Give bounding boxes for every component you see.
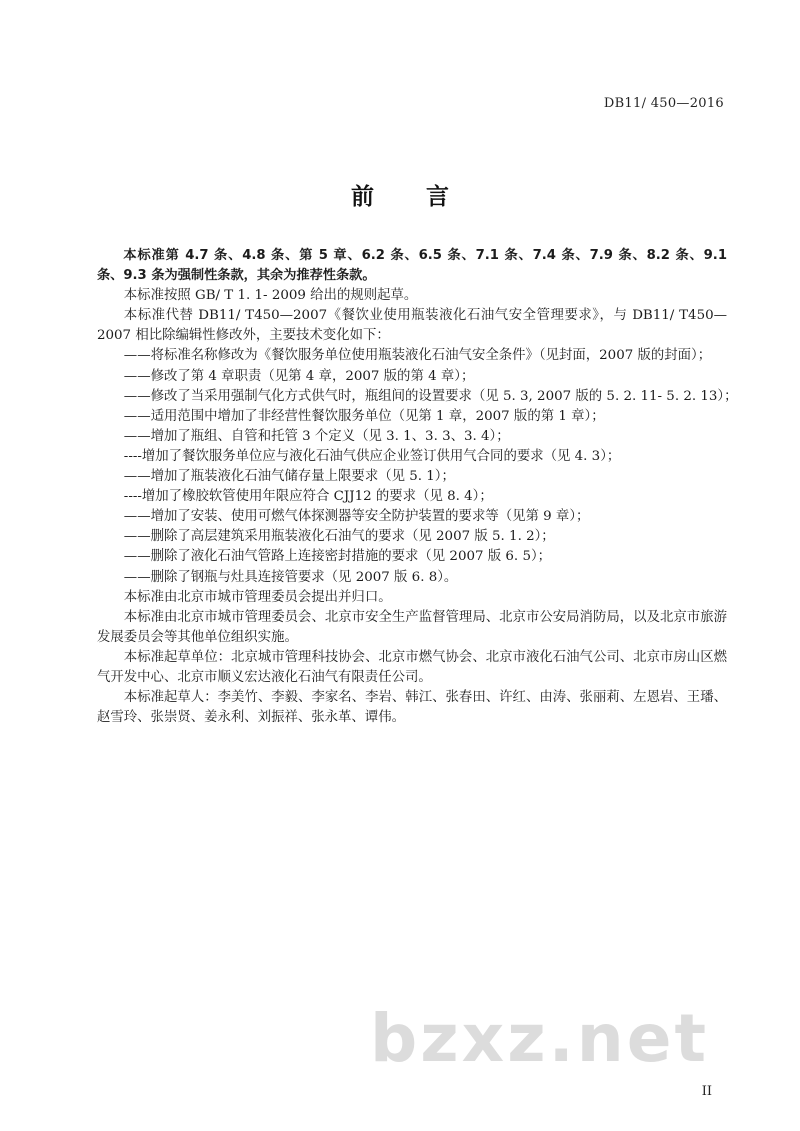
changes-list (97, 346, 738, 587)
standard-code: DB11/ 450—2016 (603, 96, 724, 111)
drafting-rule-paragraph: 本标准按照 GB/ T 1. 1- 2009 给出的规则起草。 (123, 288, 418, 304)
change-item: ——增加了瓶装液化石油气储存量上限要求（见 5. 1）； (123, 469, 455, 485)
change-item: ----增加了橡胶软管使用年限应符合 CJJ12 的要求（见 8. 4）； (123, 489, 493, 505)
foreword-body (97, 246, 738, 728)
change-item: ——修改了当采用强制气化方式供气时，瓶组间的设置要求（见 5. 3, 2007 版的 5. 2. 11- 5. 2. 13）； (123, 388, 738, 404)
page-title: 前 言 (350, 184, 471, 210)
change-item: ——适用范围中增加了非经营性餐饮服务单位（见第 1 章，2007 版的第 1 章）； (123, 408, 605, 424)
change-item: ----增加了餐饮服务单位应与液化石油气供应企业签订供用气合同的要求（见 4. 3）； (123, 448, 621, 464)
page-number: II (701, 1084, 712, 1099)
change-item: ——删除了钢瓶与灶具连接管要求（见 2007 版 6. 8）。 (123, 569, 458, 585)
change-item: ——删除了高层建筑采用瓶装液化石油气的要求（见 2007 版 5. 1. 2）； (123, 529, 555, 545)
change-item: ——将标准名称修改为《餐饮服务单位使用瓶装液化石油气安全条件》（见封面，2007 版的封面）； (123, 348, 712, 364)
proposer-paragraph: 本标准由北京市城市管理委员会提出并归口。 (123, 589, 392, 605)
change-item: ——删除了液化石油气管路上连接密封措施的要求（见 2007 版 6. 5）； (123, 549, 552, 565)
drafting-units-paragraph: 本标准起草单位：北京城市管理科技协会、北京市燃气协会、北京市液化石油气公司、北京市房山区燃气开发中心、北京市顺义宏达液化石油气有限责任公司。 (97, 649, 727, 685)
change-item: ——增加了安装、使用可燃气体探测器等安全防护装置的要求等（见第 9 章）； (123, 509, 590, 525)
implementer-paragraph: 本标准由北京市城市管理委员会、北京市安全生产监督管理局、北京市公安局消防局，以及北京市旅游发展委员会等其他单位组织实施。 (97, 609, 727, 645)
change-item: ——增加了瓶组、自管和托管 3 个定义（见 3. 1、3. 3、3. 4）； (123, 428, 510, 444)
watermark: bzxz.net (370, 1000, 710, 1077)
replaces-paragraph: 本标准代替 DB11/ T450—2007《餐饮业使用瓶装液化石油气安全管理要求》，与 DB11/ T450—2007 相比除编辑性修改外，主要技术变化如下： (97, 308, 727, 344)
mandatory-clauses-paragraph: 本标准第 4.7 条、4.8 条、第 5 章、6.2 条、6.5 条、7.1 条、7.4 条、7.9 条、8.2 条、9.1 条、9.3 条为强制性条款，其余为推荐性条款。 (97, 248, 727, 284)
change-item: ——修改了第 4 章职责（见第 4 章，2007 版的第 4 章）； (123, 368, 475, 384)
drafters-paragraph: 本标准起草人：李美竹、李毅、李家名、李岩、韩江、张春田、许红、由涛、张丽莉、左恩岩、王璠、赵雪玲、张崇贤、姜永利、刘振祥、张永革、谭伟。 (97, 690, 727, 726)
